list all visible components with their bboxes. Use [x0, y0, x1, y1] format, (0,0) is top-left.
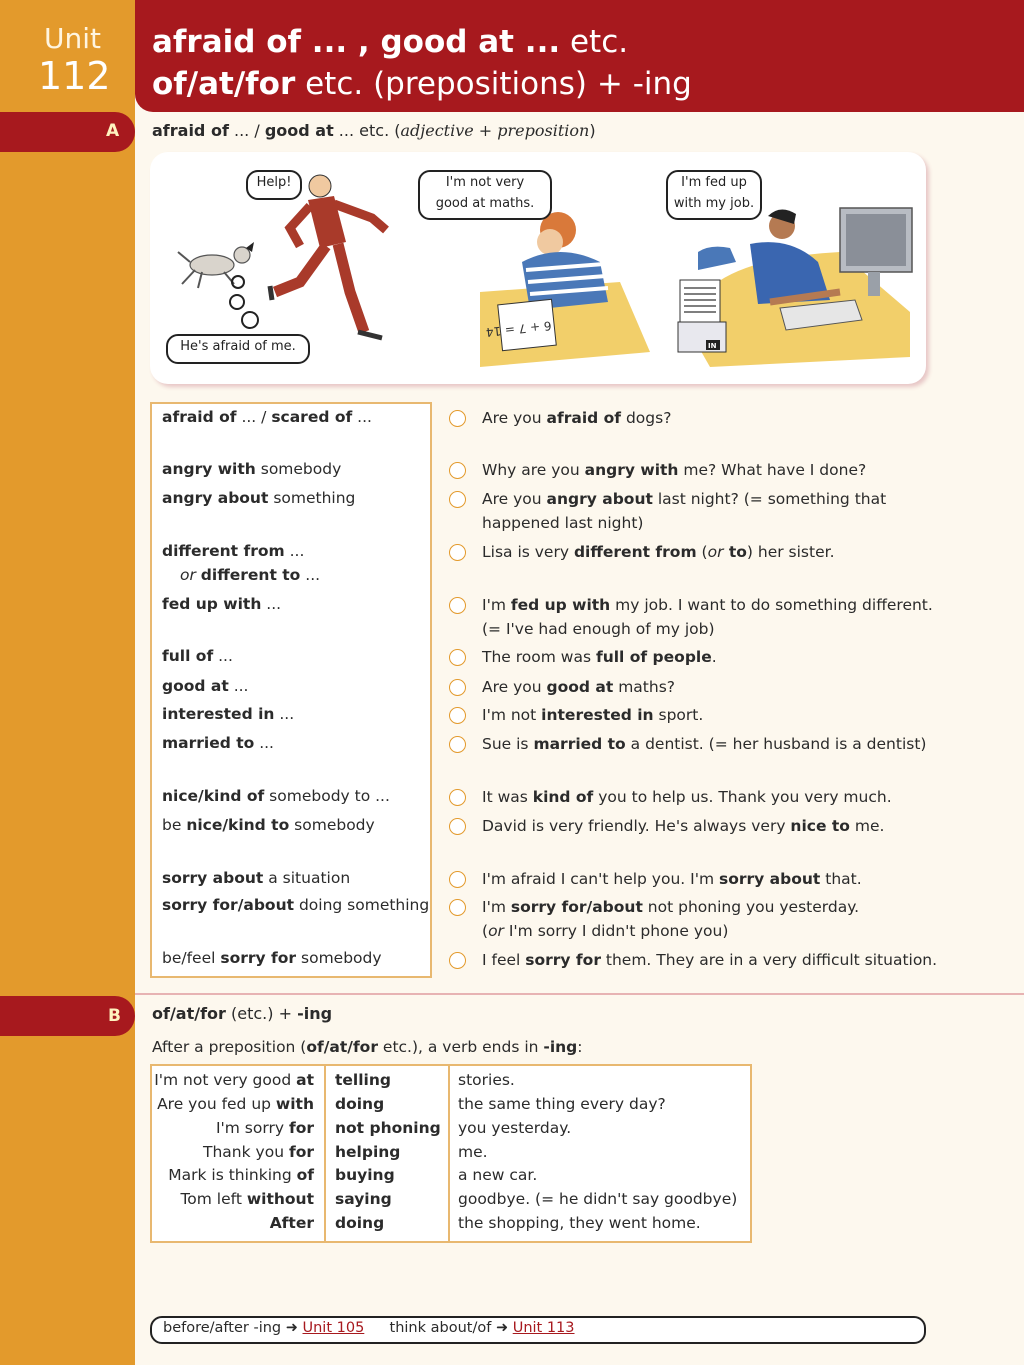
table-b-rest: you yesterday.	[458, 1119, 572, 1137]
tray-label: IN	[708, 342, 717, 350]
example-nice-to: David is very friendly. He's always very nice to me.	[482, 817, 885, 835]
section-b-intro: After a preposition (of/at/for etc.), a verb ends in -ing:	[152, 1038, 583, 1056]
maths-sheet-text: 6 + 7 = 14	[485, 318, 553, 340]
table-b-lead: After	[269, 1214, 314, 1232]
link-unit-105[interactable]: Unit 105	[302, 1320, 365, 1336]
phrase-nice-kind-of: nice/kind of somebody to ...	[162, 787, 390, 805]
bubble-afraid: He's afraid of me.	[166, 334, 310, 364]
phrase-angry-about: angry about something	[162, 489, 356, 507]
phrase-feel-sorry-for: be/feel sorry for somebody	[162, 949, 382, 967]
dog-illustration	[178, 242, 254, 288]
phrase-married-to: married to ...	[162, 734, 274, 752]
example-angry-about: Are you angry about last night? (= something that happened last night)	[482, 490, 887, 532]
example-sorry-for-about: I'm sorry for/about not phoning you yesterday. (or I'm sorry I didn't phone you)	[482, 898, 860, 940]
phrase-different-to: or different to ...	[180, 566, 321, 584]
phrase-sorry-about: sorry about a situation	[162, 869, 351, 887]
left-margin-strip	[0, 0, 135, 1365]
table-b-verb: saying	[335, 1190, 392, 1208]
table-b-verb: not phoning	[335, 1119, 441, 1137]
phrase-different-from: different from ...	[162, 542, 305, 560]
section-a-heading: afraid of ... / good at ... etc. (adjective + preposition)	[152, 121, 596, 140]
unit-badge	[0, 0, 135, 112]
link-unit-113[interactable]: Unit 113	[512, 1320, 575, 1336]
table-b-verb: doing	[335, 1095, 385, 1113]
table-b-verb: doing	[335, 1214, 385, 1232]
page-title-line-1: afraid of ... , good at ... etc.	[152, 24, 629, 60]
table-b-lead: Thank you for	[203, 1143, 314, 1161]
example-full-of: The room was full of people.	[482, 648, 717, 666]
table-b-rest: the shopping, they went home.	[458, 1214, 701, 1232]
section-b-heading: of/at/for (etc.) + -ing	[152, 1004, 333, 1023]
example-marker	[449, 597, 466, 614]
example-marker	[449, 871, 466, 888]
table-b-rest: a new car.	[458, 1166, 538, 1184]
example-marker	[449, 789, 466, 806]
example-marker	[449, 899, 466, 916]
section-b-letter: B	[108, 1006, 121, 1026]
example-fed-up-with: I'm fed up with my job. I want to do something different. (= I've had enough of my job)	[482, 596, 933, 638]
bubble-help: Help!	[246, 170, 302, 200]
table-b-rest: goodbye. (= he didn't say goodbye)	[458, 1190, 738, 1208]
section-divider	[135, 993, 1024, 995]
phrase-good-at: good at ...	[162, 677, 249, 695]
table-b-rest: me.	[458, 1143, 488, 1161]
example-marker	[449, 410, 466, 427]
table-b-lead: Mark is thinking of	[168, 1166, 314, 1184]
section-a-letter: A	[106, 121, 120, 141]
unit-word: Unit	[44, 22, 101, 55]
example-sorry-about: I'm afraid I can't help you. I'm sorry about that.	[482, 870, 862, 888]
example-marker	[449, 544, 466, 561]
example-marker	[449, 491, 466, 508]
table-divider	[324, 1066, 326, 1241]
example-afraid-of: Are you afraid of dogs?	[482, 409, 672, 427]
example-good-at: Are you good at maths?	[482, 678, 676, 696]
example-marker	[449, 707, 466, 724]
example-marker	[449, 736, 466, 753]
table-b-lead: I'm not very good at	[154, 1071, 314, 1089]
phrase-afraid-of: afraid of ... / scared of ...	[162, 408, 372, 426]
boy-illustration	[522, 212, 608, 310]
phrase-interested-in: interested in ...	[162, 705, 295, 723]
example-kind-of: It was kind of you to help us. Thank you very much.	[482, 788, 892, 806]
paper-tray-illustration	[678, 280, 726, 352]
table-b-lead: I'm sorry for	[215, 1119, 314, 1137]
example-marker	[449, 952, 466, 969]
table-b-lead: Are you fed up with	[157, 1095, 314, 1113]
phrase-angry-with: angry with somebody	[162, 460, 342, 478]
table-b-verb: telling	[335, 1071, 391, 1089]
example-feel-sorry-for: I feel sorry for them. They are in a very difficult situation.	[482, 951, 938, 969]
unit-number: 112	[38, 54, 111, 98]
bubble-job: I'm fed up with my job.	[666, 170, 762, 220]
page-title-line-2: of/at/for etc. (prepositions) + -ing	[152, 66, 692, 102]
cross-reference-line: before/after -ing ➜ Unit 105 think about/of ➜ Unit 113	[163, 1320, 575, 1336]
phrase-nice-kind-to: be nice/kind to somebody	[162, 816, 375, 834]
example-married-to: Sue is married to a dentist. (= her husband is a dentist)	[482, 735, 927, 753]
table-b-rest: the same thing every day?	[458, 1095, 666, 1113]
phrase-full-of: full of ...	[162, 647, 233, 665]
illustration-panel	[150, 152, 926, 384]
table-divider	[448, 1066, 450, 1241]
bubble-maths: I'm not very good at maths.	[418, 170, 552, 220]
example-interested-in: I'm not interested in sport.	[482, 706, 704, 724]
phrase-fed-up-with: fed up with ...	[162, 595, 282, 613]
example-marker	[449, 462, 466, 479]
table-b-rest: stories.	[458, 1071, 515, 1089]
table-b-verb: buying	[335, 1166, 395, 1184]
table-b-verb: helping	[335, 1143, 401, 1161]
phrase-sorry-for-about: sorry for/about doing something	[162, 896, 430, 914]
table-b-lead: Tom left without	[180, 1190, 314, 1208]
example-different-from: Lisa is very different from (or to) her sister.	[482, 543, 835, 561]
example-marker	[449, 818, 466, 835]
example-marker	[449, 649, 466, 666]
example-angry-with: Why are you angry with me? What have I done?	[482, 461, 867, 479]
example-marker	[449, 679, 466, 696]
